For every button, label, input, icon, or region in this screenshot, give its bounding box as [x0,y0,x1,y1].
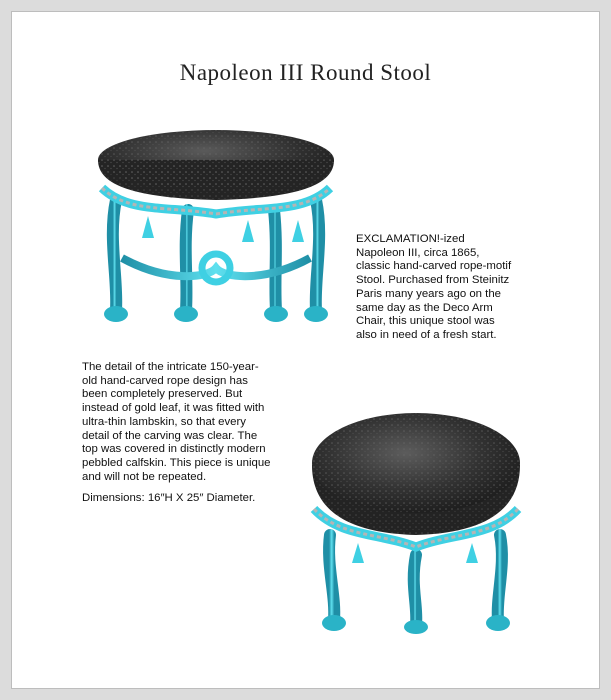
detail-paragraph: The detail of the intricate 150-year-old hand-carved rope design has been completely preserved. But instead of gold leaf, it was fitted with ultra-thin lambskin, so that every detail of the carving was clear. The top was covered in distinctly modern pebbled calfskin. This piece is unique and will not be repeated. [82,361,271,483]
page-title: Napoleon III Round Stool [179,60,432,85]
dimensions-text: Dimensions: 16″H X 25″ Diameter. [82,492,256,504]
stool-top-image [300,405,532,635]
intro-paragraph: EXCLAMATION!-ized Napoleon III, circa 1865, classic hand-carved rope-motif Stool. Purchased from Steinitz Paris many years ago on the same day as the Deco Arm Chair, this unique stool was also in need of a fresh start. [356,233,512,341]
stool-front-image [88,128,344,328]
